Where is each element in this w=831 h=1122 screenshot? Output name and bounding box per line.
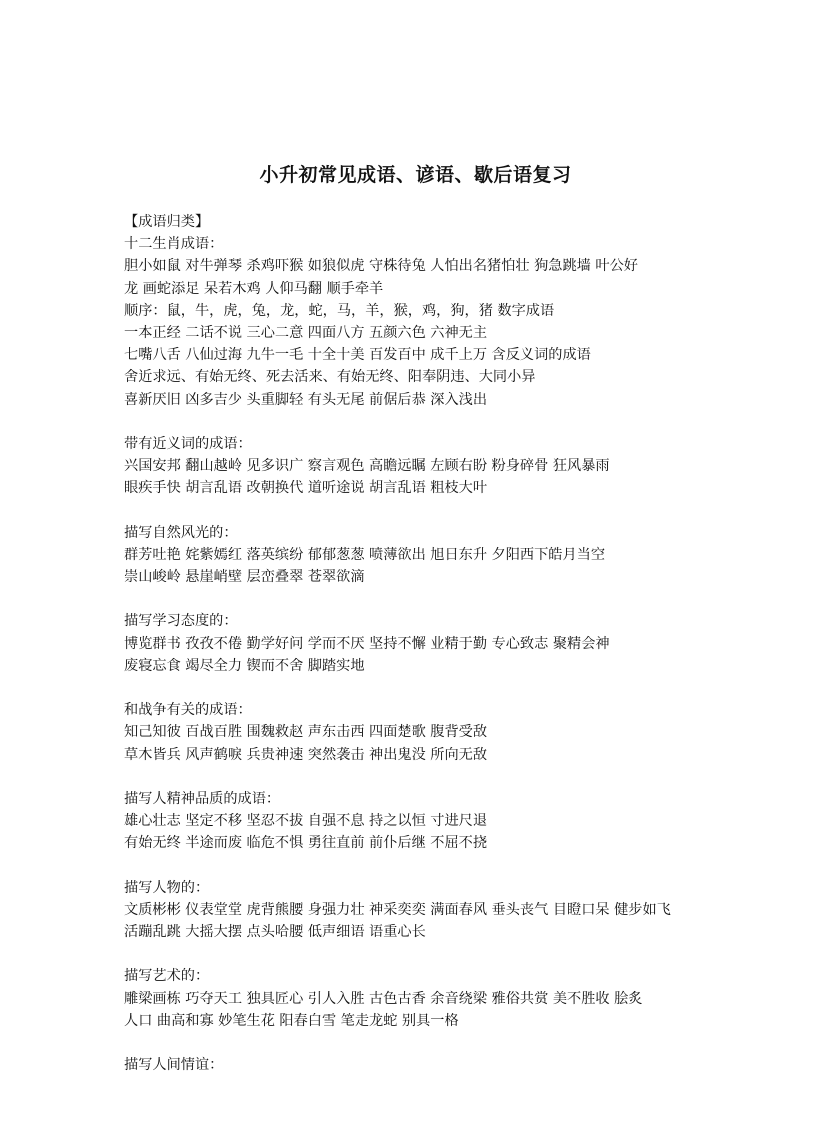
idiom-line: 群芳吐艳 姹紫嫣红 落英缤纷 郁郁葱葱 喷薄欲出 旭日东升 夕阳西下皓月当空 <box>124 546 606 563</box>
idiom-line: 雕梁画栋 巧夺天工 独具匠心 引人入胜 古色古香 余音绕梁 雅俗共赏 美不胜收 脍炙 <box>124 990 643 1007</box>
section-heading: 和战争有关的成语： <box>124 702 252 719</box>
idiom-line: 龙 画蛇添足 呆若木鸡 人仰马翻 顺手牵羊 <box>124 280 384 297</box>
idiom-line: 雄心壮志 坚定不移 坚忍不拔 自强不息 持之以恒 寸进尺退 <box>124 813 488 830</box>
section-spacer <box>124 588 724 610</box>
idiom-line: 知己知彼 百战百胜 围魏救赵 声东击西 四面楚歌 腹背受敌 <box>124 724 488 741</box>
idiom-line: 崇山峻岭 悬崖峭壁 层峦叠翠 苍翠欲滴 <box>124 569 365 585</box>
section-spacer <box>124 854 724 876</box>
idiom-line: 眼疾手快 胡言乱语 改朝换代 道听途说 胡言乱语 粗枝大叶 <box>124 480 488 497</box>
section-spacer <box>124 1032 724 1054</box>
section-spacer <box>124 766 724 788</box>
section-spacer <box>124 943 724 965</box>
section-heading: 描写艺术的： <box>124 968 210 985</box>
section-spacer <box>124 499 724 521</box>
idiom-line: 有始无终 半途而废 临危不惧 勇往直前 前仆后继 不屈不挠 <box>124 835 488 852</box>
idiom-line: 顺序：鼠，牛，虎，兔，龙，蛇，马，羊，猴，鸡，狗，猪 数字成语 <box>124 302 555 319</box>
idiom-line: 文质彬彬 仪表堂堂 虎背熊腰 身强力壮 神采奕奕 满面春风 垂头丧气 目瞪口呆 健步如飞 <box>124 901 671 918</box>
idiom-line: 舍近求远、有始无终、死去活来、有始无终、阳奉阴违、大同小异 <box>124 369 536 386</box>
idiom-line: 兴国安邦 翻山越岭 见多识广 察言观色 高瞻远瞩 左顾右盼 粉身碎骨 狂风暴雨 <box>124 458 610 475</box>
document-body <box>124 211 724 1076</box>
section-heading: 描写自然风光的： <box>124 524 238 541</box>
section-heading: 描写人物的： <box>124 879 210 896</box>
section-spacer <box>124 411 724 433</box>
section-heading: 描写人间情谊： <box>124 1057 224 1074</box>
section-heading: 十二生肖成语： <box>124 236 224 253</box>
idiom-line: 活蹦乱跳 大摇大摆 点头哈腰 低声细语 语重心长 <box>124 924 426 940</box>
idiom-line: 一本正经 二话不说 三心二意 四面八方 五颜六色 六神无主 <box>124 324 488 341</box>
idiom-line: 草木皆兵 风声鹤唳 兵贵神速 突然袭击 神出鬼没 所向无敌 <box>124 746 488 763</box>
idiom-line: 博览群书 孜孜不倦 勤学好问 学而不厌 坚持不懈 业精于勤 专心致志 聚精会神 <box>124 635 610 652</box>
idiom-line: 胆小如鼠 对牛弹琴 杀鸡吓猴 如狼似虎 守株待兔 人怕出名猪怕壮 狗急跳墙 叶公好 <box>124 258 638 275</box>
section-heading: 描写人精神品质的成语： <box>124 790 281 807</box>
document-title: 小升初常见成语、谚语、歇后语复习 <box>259 164 572 186</box>
idiom-line: 喜新厌旧 凶多吉少 头重脚轻 有头无尾 前倨后恭 深入浅出 <box>124 391 488 408</box>
idiom-line: 七嘴八舌 八仙过海 九牛一毛 十全十美 百发百中 成千上万 含反义词的成语 <box>124 347 591 364</box>
section-spacer <box>124 677 724 699</box>
idiom-line: 人口 曲高和寡 妙笔生花 阳春白雪 笔走龙蛇 别具一格 <box>124 1012 459 1029</box>
idiom-line: 废寝忘食 竭尽全力 锲而不舍 脚踏实地 <box>124 657 365 674</box>
section-heading: 带有近义词的成语： <box>124 435 252 452</box>
section-header: 【成语归类】 <box>124 214 210 230</box>
section-heading: 描写学习态度的： <box>124 613 238 630</box>
